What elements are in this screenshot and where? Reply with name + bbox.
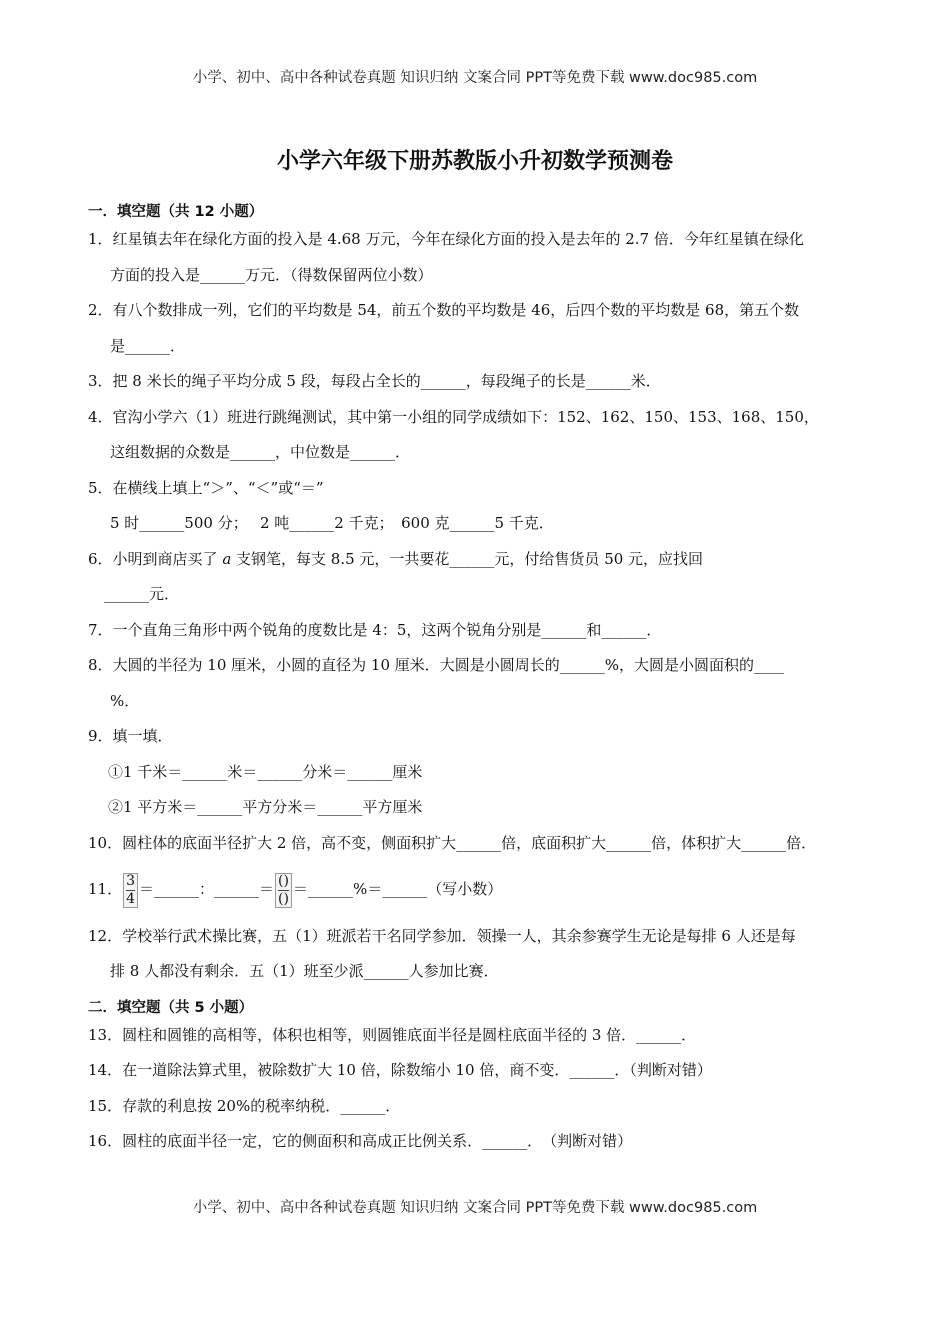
question-6-suffix: 支钢笔，每支 8.5 元，一共要花______元，付给售货员 50 元，应找回: [231, 549, 704, 568]
fraction-denominator: 4: [126, 890, 136, 907]
question-5-line-1: 5．在横线上填上“＞”、“＜”或“＝”: [88, 478, 324, 497]
question-4-line-1: 4．官沟小学六（1）班进行跳绳测试，其中第一小组的同学成绩如下：152、162、150、153、168、150，: [88, 407, 819, 426]
question-12-line-1: 12．学校举行武术操比赛，五（1）班派若干名同学参加．领操一人，其余参赛学生无论是每排 6 人还是每: [88, 926, 796, 945]
question-11-end: ＝______%＝______（写小数）: [292, 880, 503, 898]
question-7: 7．一个直角三角形中两个锐角的度数比是 4：5，这两个锐角分别是______和______．: [88, 620, 662, 639]
question-15: 15．存款的利息按 20%的税率纳税．______．: [88, 1096, 401, 1115]
page-title: 小学六年级下册苏教版小升初数学预测卷: [276, 149, 673, 174]
question-2-line-2: 是______．: [110, 336, 186, 355]
exam-content: [88, 200, 868, 1166]
question-2-line-1: 2．有八个数排成一列，它们的平均数是 54，前五个数的平均数是 46，后四个数的平均数是 68，第五个数: [88, 301, 800, 319]
footer-banner: 小学、初中、高中各种试卷真题 知识归纳 文案合同 PPT等免费下载 www.doc985.com: [192, 1200, 758, 1216]
blank-denominator: (): [278, 890, 289, 907]
question-12-line-2: 排 8 人都没有剩余．五（1）班至少派______人参加比赛．: [110, 962, 499, 980]
question-1-line-2: 方面的投入是______万元．（得数保留两位小数）: [110, 265, 433, 284]
section-heading-1: 一．填空题（共 12 小题）: [88, 204, 264, 220]
question-6-variable: a: [222, 549, 232, 568]
question-8-line-1: 8．大圆的半径为 10 厘米，小圆的直径为 10 厘米．大圆是小圆周长的______%，大圆是小圆面积的____: [88, 656, 785, 674]
question-9-line-3: ②1 平方米＝______平方分米＝______平方厘米: [108, 798, 423, 816]
question-11: [88, 867, 868, 911]
question-3: 3．把 8 米长的绳子平均分成 5 段，每段占全长的______，每段绳子的长是______米．: [88, 372, 661, 390]
question-16: 16．圆柱的底面半径一定，它的侧面积和高成正比例关系．______． （判断对错）: [88, 1132, 633, 1150]
question-13: 13．圆柱和圆锥的高相等，体积也相等，则圆锥底面半径是圆柱底面半径的 3 倍．______．: [88, 1025, 697, 1044]
fraction-numerator: 3: [126, 872, 136, 889]
question-5-line-2: 5 时______500 分； 2 吨______2 千克； 600 克______5 千克．: [110, 514, 554, 532]
question-8-line-2: %．: [110, 691, 140, 710]
question-9-line-2: ①1 千米＝______米＝______分米＝______厘米: [108, 762, 423, 781]
question-1-line-1: 1．红星镇去年在绿化方面的投入是 4.68 万元，今年在绿化方面的投入是去年的 2.7 倍．今年红星镇在绿化: [88, 230, 804, 248]
question-10: 10．圆柱体的底面半径扩大 2 倍，高不变，侧面积扩大______倍，底面积扩大______倍，体积扩大______倍．: [88, 833, 817, 852]
question-11-ratio: ＝______：______＝: [139, 880, 275, 898]
header-banner: 小学、初中、高中各种试卷真题 知识归纳 文案合同 PPT等免费下载 www.doc985.com: [192, 70, 758, 86]
blank-numerator: (): [278, 872, 289, 889]
question-11-number: 11．: [88, 880, 123, 898]
question-14: 14．在一道除法算式里，被除数扩大 10 倍，除数缩小 10 倍，商不变．______．（判断对错）: [88, 1061, 712, 1079]
section-heading-2: 二．填空题（共 5 小题）: [88, 999, 254, 1016]
question-9-line-1: 9．填一填．: [88, 727, 173, 745]
question-6-line-2: ______元．: [104, 585, 180, 603]
fraction-blank: [275, 873, 292, 908]
question-6-line-1: [88, 548, 868, 570]
question-4-line-2: 这组数据的众数是______，中位数是______．: [110, 443, 411, 461]
fraction-three-quarters: [123, 873, 138, 908]
question-6-prefix: 6．小明到商店买了: [88, 549, 223, 568]
